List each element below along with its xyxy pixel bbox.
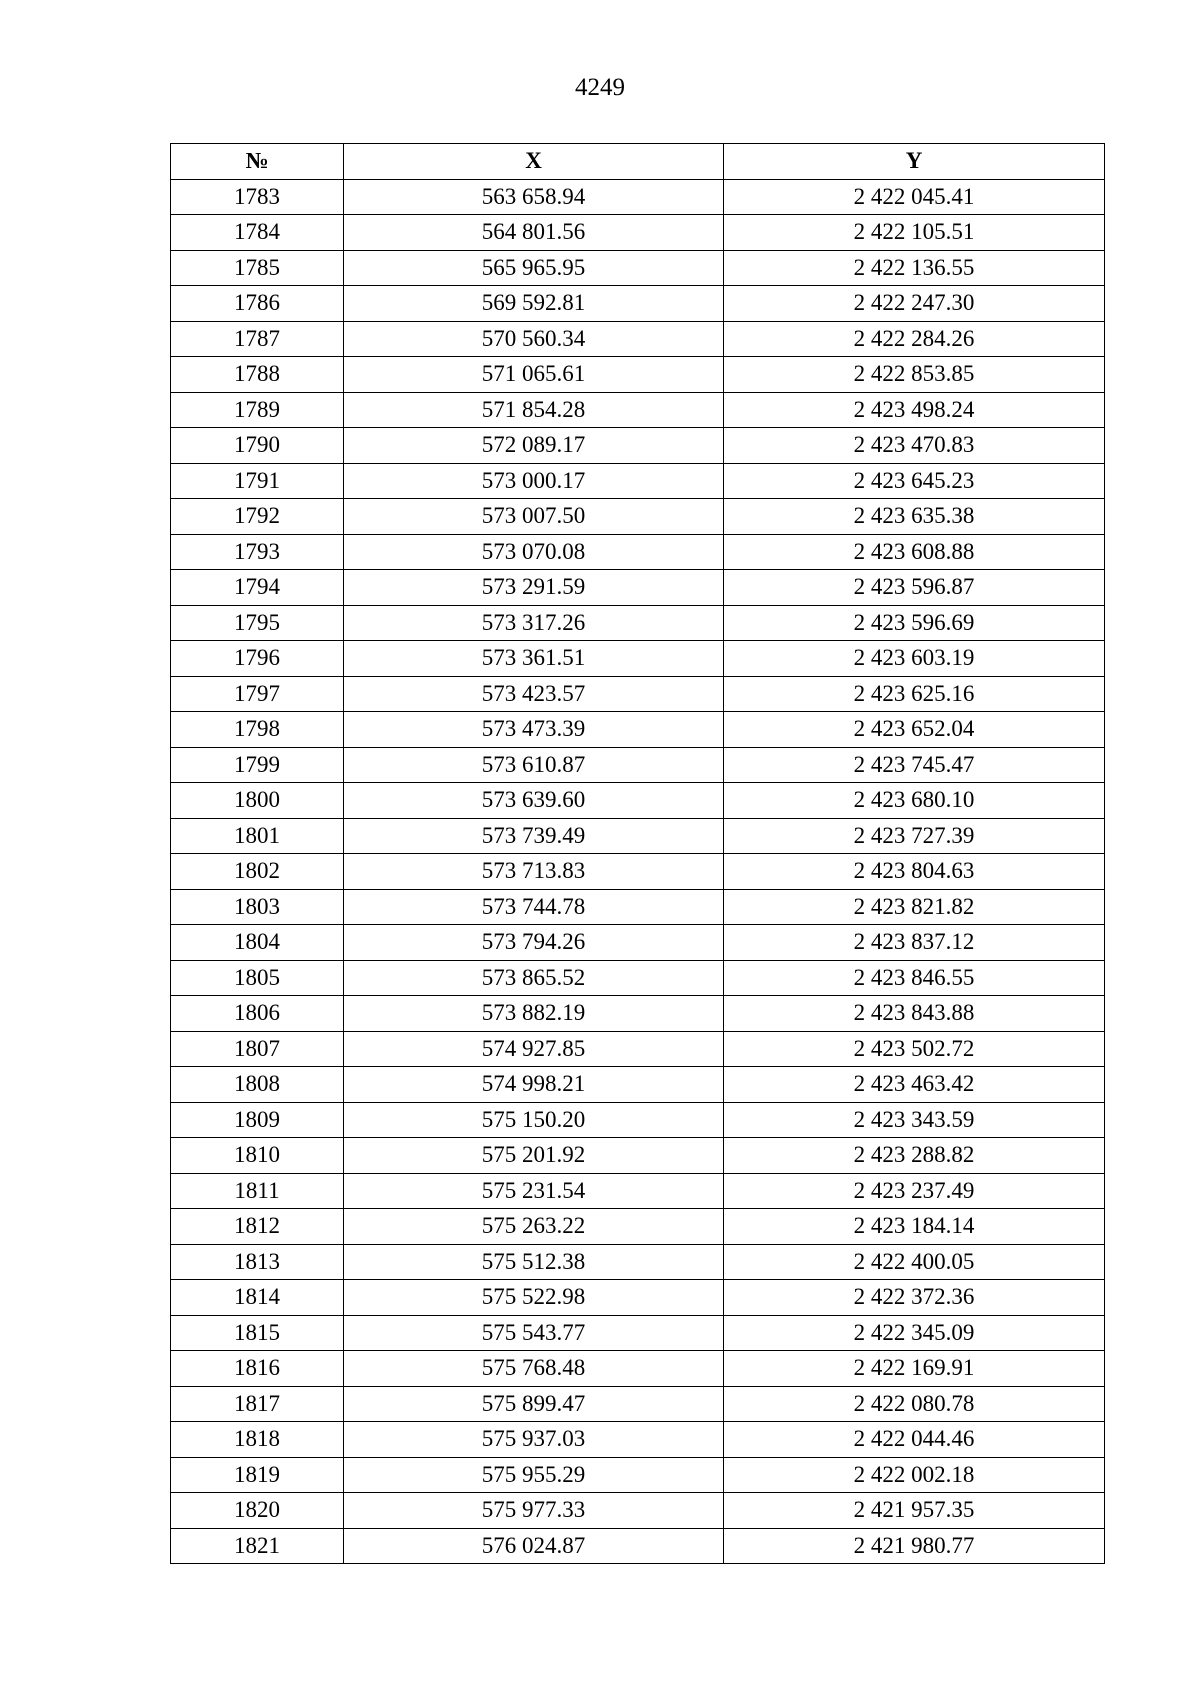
table-row bbox=[171, 1493, 1105, 1529]
table-row bbox=[171, 1457, 1105, 1493]
point-number-cell: 1814 bbox=[171, 1280, 344, 1316]
table-row bbox=[171, 570, 1105, 606]
y-coordinate-cell: 2 423 804.63 bbox=[724, 854, 1105, 890]
x-coordinate-cell: 564 801.56 bbox=[344, 215, 724, 251]
point-number-cell: 1793 bbox=[171, 534, 344, 570]
table-row bbox=[171, 960, 1105, 996]
y-coordinate-cell: 2 423 463.42 bbox=[724, 1067, 1105, 1103]
point-number-cell: 1805 bbox=[171, 960, 344, 996]
y-coordinate-cell: 2 423 596.69 bbox=[724, 605, 1105, 641]
x-coordinate-cell: 573 794.26 bbox=[344, 925, 724, 961]
table-row bbox=[171, 428, 1105, 464]
x-coordinate-cell: 575 150.20 bbox=[344, 1102, 724, 1138]
point-number-cell: 1803 bbox=[171, 889, 344, 925]
y-coordinate-cell: 2 422 045.41 bbox=[724, 179, 1105, 215]
point-number-cell: 1817 bbox=[171, 1386, 344, 1422]
y-coordinate-cell: 2 423 608.88 bbox=[724, 534, 1105, 570]
y-coordinate-cell: 2 422 400.05 bbox=[724, 1244, 1105, 1280]
point-number-cell: 1799 bbox=[171, 747, 344, 783]
table-row bbox=[171, 321, 1105, 357]
point-number-cell: 1784 bbox=[171, 215, 344, 251]
point-number-cell: 1783 bbox=[171, 179, 344, 215]
y-coordinate-cell: 2 423 821.82 bbox=[724, 889, 1105, 925]
table-row bbox=[171, 286, 1105, 322]
coordinates-table bbox=[170, 143, 1105, 1564]
y-coordinate-cell: 2 422 345.09 bbox=[724, 1315, 1105, 1351]
y-coordinate-cell: 2 423 470.83 bbox=[724, 428, 1105, 464]
table-row bbox=[171, 1386, 1105, 1422]
table-row bbox=[171, 818, 1105, 854]
point-number-cell: 1794 bbox=[171, 570, 344, 606]
x-coordinate-cell: 573 070.08 bbox=[344, 534, 724, 570]
point-number-cell: 1785 bbox=[171, 250, 344, 286]
y-coordinate-cell: 2 421 957.35 bbox=[724, 1493, 1105, 1529]
y-coordinate-cell: 2 423 843.88 bbox=[724, 996, 1105, 1032]
table-row bbox=[171, 250, 1105, 286]
table-row bbox=[171, 1138, 1105, 1174]
table-row bbox=[171, 1067, 1105, 1103]
y-coordinate-cell: 2 423 184.14 bbox=[724, 1209, 1105, 1245]
x-coordinate-cell: 575 522.98 bbox=[344, 1280, 724, 1316]
y-coordinate-cell: 2 423 745.47 bbox=[724, 747, 1105, 783]
table-row bbox=[171, 392, 1105, 428]
x-coordinate-cell: 570 560.34 bbox=[344, 321, 724, 357]
table-row bbox=[171, 676, 1105, 712]
point-number-cell: 1816 bbox=[171, 1351, 344, 1387]
y-coordinate-cell: 2 423 596.87 bbox=[724, 570, 1105, 606]
point-number-cell: 1787 bbox=[171, 321, 344, 357]
x-coordinate-cell: 573 639.60 bbox=[344, 783, 724, 819]
table-row bbox=[171, 996, 1105, 1032]
x-coordinate-cell: 572 089.17 bbox=[344, 428, 724, 464]
x-coordinate-cell: 573 000.17 bbox=[344, 463, 724, 499]
table-row bbox=[171, 747, 1105, 783]
x-coordinate-cell: 573 317.26 bbox=[344, 605, 724, 641]
table-body bbox=[171, 179, 1105, 1564]
y-coordinate-cell: 2 423 498.24 bbox=[724, 392, 1105, 428]
table-row bbox=[171, 712, 1105, 748]
point-number-cell: 1819 bbox=[171, 1457, 344, 1493]
y-coordinate-cell: 2 423 652.04 bbox=[724, 712, 1105, 748]
point-number-cell: 1810 bbox=[171, 1138, 344, 1174]
y-coordinate-cell: 2 423 603.19 bbox=[724, 641, 1105, 677]
x-coordinate-cell: 575 955.29 bbox=[344, 1457, 724, 1493]
point-number-cell: 1801 bbox=[171, 818, 344, 854]
point-number-cell: 1820 bbox=[171, 1493, 344, 1529]
y-coordinate-cell: 2 423 343.59 bbox=[724, 1102, 1105, 1138]
x-coordinate-cell: 575 512.38 bbox=[344, 1244, 724, 1280]
y-coordinate-cell: 2 423 237.49 bbox=[724, 1173, 1105, 1209]
x-coordinate-cell: 575 899.47 bbox=[344, 1386, 724, 1422]
y-coordinate-cell: 2 423 680.10 bbox=[724, 783, 1105, 819]
x-coordinate-cell: 565 965.95 bbox=[344, 250, 724, 286]
y-coordinate-cell: 2 422 002.18 bbox=[724, 1457, 1105, 1493]
point-number-cell: 1812 bbox=[171, 1209, 344, 1245]
x-coordinate-cell: 573 882.19 bbox=[344, 996, 724, 1032]
x-coordinate-cell: 573 473.39 bbox=[344, 712, 724, 748]
point-number-cell: 1788 bbox=[171, 357, 344, 393]
x-coordinate-cell: 573 865.52 bbox=[344, 960, 724, 996]
x-coordinate-cell: 573 739.49 bbox=[344, 818, 724, 854]
x-coordinate-cell: 573 423.57 bbox=[344, 676, 724, 712]
table-row bbox=[171, 854, 1105, 890]
point-number-cell: 1791 bbox=[171, 463, 344, 499]
point-number-cell: 1821 bbox=[171, 1528, 344, 1564]
x-coordinate-cell: 575 543.77 bbox=[344, 1315, 724, 1351]
x-coordinate-cell: 575 201.92 bbox=[344, 1138, 724, 1174]
y-coordinate-cell: 2 422 372.36 bbox=[724, 1280, 1105, 1316]
x-coordinate-cell: 575 977.33 bbox=[344, 1493, 724, 1529]
point-number-cell: 1806 bbox=[171, 996, 344, 1032]
x-coordinate-cell: 571 854.28 bbox=[344, 392, 724, 428]
table-row bbox=[171, 1173, 1105, 1209]
table-row bbox=[171, 783, 1105, 819]
x-coordinate-cell: 574 927.85 bbox=[344, 1031, 724, 1067]
page-number: 4249 bbox=[575, 74, 625, 101]
table-row bbox=[171, 925, 1105, 961]
table-row bbox=[171, 889, 1105, 925]
point-number-cell: 1795 bbox=[171, 605, 344, 641]
point-number-cell: 1802 bbox=[171, 854, 344, 890]
y-coordinate-cell: 2 422 247.30 bbox=[724, 286, 1105, 322]
point-number-cell: 1809 bbox=[171, 1102, 344, 1138]
y-coordinate-cell: 2 422 044.46 bbox=[724, 1422, 1105, 1458]
table-row bbox=[171, 179, 1105, 215]
point-number-cell: 1798 bbox=[171, 712, 344, 748]
y-coordinate-cell: 2 422 853.85 bbox=[724, 357, 1105, 393]
column-header-y: Y bbox=[724, 144, 1105, 180]
table-row bbox=[171, 1031, 1105, 1067]
point-number-cell: 1818 bbox=[171, 1422, 344, 1458]
x-coordinate-cell: 576 024.87 bbox=[344, 1528, 724, 1564]
point-number-cell: 1797 bbox=[171, 676, 344, 712]
x-coordinate-cell: 575 231.54 bbox=[344, 1173, 724, 1209]
x-coordinate-cell: 575 768.48 bbox=[344, 1351, 724, 1387]
table-row bbox=[171, 1209, 1105, 1245]
table-row bbox=[171, 357, 1105, 393]
column-header-number: № bbox=[171, 144, 344, 180]
table-row bbox=[171, 1422, 1105, 1458]
point-number-cell: 1789 bbox=[171, 392, 344, 428]
y-coordinate-cell: 2 423 288.82 bbox=[724, 1138, 1105, 1174]
x-coordinate-cell: 573 361.51 bbox=[344, 641, 724, 677]
table-row bbox=[171, 641, 1105, 677]
y-coordinate-cell: 2 421 980.77 bbox=[724, 1528, 1105, 1564]
x-coordinate-cell: 573 291.59 bbox=[344, 570, 724, 606]
y-coordinate-cell: 2 423 625.16 bbox=[724, 676, 1105, 712]
table-row bbox=[171, 1351, 1105, 1387]
y-coordinate-cell: 2 422 136.55 bbox=[724, 250, 1105, 286]
table-row bbox=[171, 1528, 1105, 1564]
table-row bbox=[171, 534, 1105, 570]
y-coordinate-cell: 2 423 645.23 bbox=[724, 463, 1105, 499]
x-coordinate-cell: 573 744.78 bbox=[344, 889, 724, 925]
table-row bbox=[171, 463, 1105, 499]
y-coordinate-cell: 2 422 169.91 bbox=[724, 1351, 1105, 1387]
point-number-cell: 1786 bbox=[171, 286, 344, 322]
x-coordinate-cell: 573 713.83 bbox=[344, 854, 724, 890]
table-header-row bbox=[171, 144, 1105, 180]
y-coordinate-cell: 2 423 727.39 bbox=[724, 818, 1105, 854]
y-coordinate-cell: 2 423 837.12 bbox=[724, 925, 1105, 961]
x-coordinate-cell: 569 592.81 bbox=[344, 286, 724, 322]
y-coordinate-cell: 2 423 846.55 bbox=[724, 960, 1105, 996]
table-row bbox=[171, 215, 1105, 251]
point-number-cell: 1804 bbox=[171, 925, 344, 961]
x-coordinate-cell: 573 610.87 bbox=[344, 747, 724, 783]
x-coordinate-cell: 573 007.50 bbox=[344, 499, 724, 535]
table-row bbox=[171, 1102, 1105, 1138]
y-coordinate-cell: 2 422 080.78 bbox=[724, 1386, 1105, 1422]
y-coordinate-cell: 2 423 635.38 bbox=[724, 499, 1105, 535]
table-row bbox=[171, 1244, 1105, 1280]
table-row bbox=[171, 499, 1105, 535]
y-coordinate-cell: 2 423 502.72 bbox=[724, 1031, 1105, 1067]
point-number-cell: 1790 bbox=[171, 428, 344, 464]
point-number-cell: 1813 bbox=[171, 1244, 344, 1280]
y-coordinate-cell: 2 422 284.26 bbox=[724, 321, 1105, 357]
point-number-cell: 1811 bbox=[171, 1173, 344, 1209]
point-number-cell: 1808 bbox=[171, 1067, 344, 1103]
table-row bbox=[171, 1315, 1105, 1351]
column-header-x: X bbox=[344, 144, 724, 180]
point-number-cell: 1792 bbox=[171, 499, 344, 535]
x-coordinate-cell: 575 263.22 bbox=[344, 1209, 724, 1245]
table-row bbox=[171, 1280, 1105, 1316]
x-coordinate-cell: 571 065.61 bbox=[344, 357, 724, 393]
point-number-cell: 1815 bbox=[171, 1315, 344, 1351]
point-number-cell: 1796 bbox=[171, 641, 344, 677]
y-coordinate-cell: 2 422 105.51 bbox=[724, 215, 1105, 251]
x-coordinate-cell: 574 998.21 bbox=[344, 1067, 724, 1103]
table-row bbox=[171, 605, 1105, 641]
point-number-cell: 1800 bbox=[171, 783, 344, 819]
x-coordinate-cell: 563 658.94 bbox=[344, 179, 724, 215]
point-number-cell: 1807 bbox=[171, 1031, 344, 1067]
x-coordinate-cell: 575 937.03 bbox=[344, 1422, 724, 1458]
